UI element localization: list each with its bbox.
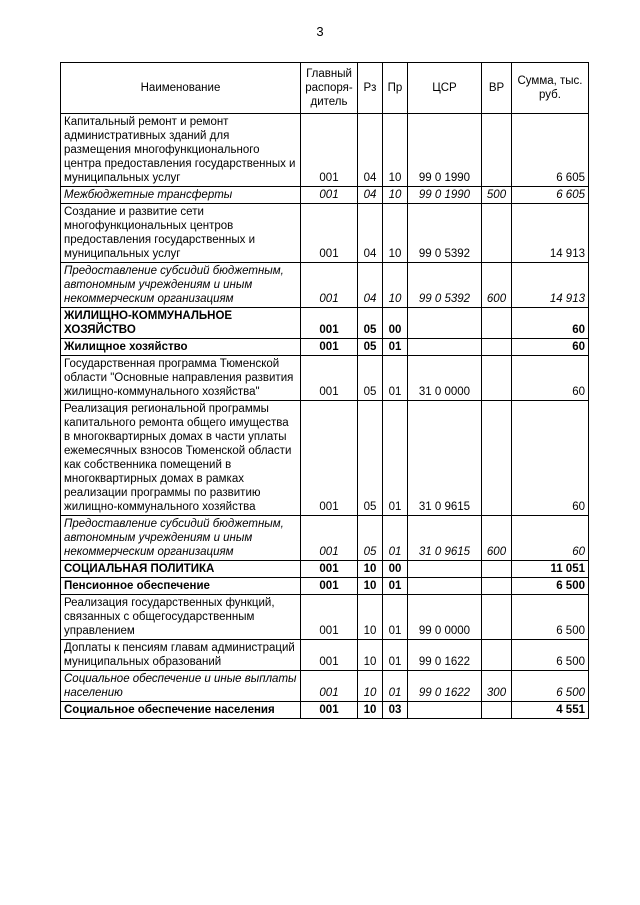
cell-pr: 01 (383, 671, 408, 702)
cell-name: Предоставление субсидий бюджетным, автономным учреждениям и иным некоммерческим организациям (61, 516, 301, 561)
column-header-rz: Рз (358, 63, 383, 114)
cell-vr (482, 595, 512, 640)
cell-sum: 6 605 (512, 114, 589, 187)
cell-sum: 4 551 (512, 702, 589, 719)
column-header-sum: Сумма, тыс. руб. (512, 63, 589, 114)
table-row (61, 401, 589, 516)
table-row (61, 702, 589, 719)
cell-main-manager: 001 (301, 702, 358, 719)
cell-main-manager: 001 (301, 578, 358, 595)
cell-name: Доплаты к пенсиям главам администраций муниципальных образований (61, 640, 301, 671)
cell-name: Государственная программа Тюменской области "Основные направления развития жилищно-коммунального хозяйства" (61, 356, 301, 401)
cell-csr (408, 702, 482, 719)
column-header-vr: ВР (482, 63, 512, 114)
cell-rz: 04 (358, 187, 383, 204)
cell-sum: 60 (512, 339, 589, 356)
cell-vr (482, 308, 512, 339)
cell-rz: 04 (358, 204, 383, 263)
cell-rz: 05 (358, 356, 383, 401)
table-row (61, 578, 589, 595)
cell-rz: 10 (358, 561, 383, 578)
cell-csr: 99 0 1622 (408, 640, 482, 671)
cell-rz: 10 (358, 595, 383, 640)
cell-rz: 10 (358, 640, 383, 671)
cell-sum: 14 913 (512, 204, 589, 263)
cell-name: Предоставление субсидий бюджетным, автономным учреждениям и иным некоммерческим организациям (61, 263, 301, 308)
cell-sum: 60 (512, 401, 589, 516)
cell-main-manager: 001 (301, 114, 358, 187)
cell-csr: 99 0 5392 (408, 263, 482, 308)
cell-rz: 05 (358, 516, 383, 561)
cell-csr (408, 308, 482, 339)
cell-name: Социальное обеспечение и иные выплаты населению (61, 671, 301, 702)
cell-sum: 6 500 (512, 640, 589, 671)
cell-csr: 31 0 0000 (408, 356, 482, 401)
table-header-row (61, 63, 589, 114)
cell-vr (482, 702, 512, 719)
cell-main-manager: 001 (301, 356, 358, 401)
cell-vr: 500 (482, 187, 512, 204)
cell-main-manager: 001 (301, 640, 358, 671)
cell-rz: 10 (358, 671, 383, 702)
cell-pr: 01 (383, 516, 408, 561)
cell-pr: 01 (383, 356, 408, 401)
cell-name: Жилищное хозяйство (61, 339, 301, 356)
cell-sum: 60 (512, 516, 589, 561)
cell-pr: 00 (383, 561, 408, 578)
cell-csr: 99 0 5392 (408, 204, 482, 263)
cell-sum: 60 (512, 356, 589, 401)
cell-main-manager: 001 (301, 561, 358, 578)
cell-pr: 10 (383, 187, 408, 204)
cell-csr (408, 339, 482, 356)
column-header-pr: Пр (383, 63, 408, 114)
cell-csr: 31 0 9615 (408, 516, 482, 561)
cell-rz: 05 (358, 401, 383, 516)
table-row (61, 516, 589, 561)
table-row (61, 640, 589, 671)
cell-csr: 99 0 1622 (408, 671, 482, 702)
cell-pr: 01 (383, 578, 408, 595)
column-header-main-manager: Главный распоря-дитель (301, 63, 358, 114)
cell-main-manager: 001 (301, 204, 358, 263)
cell-name: Реализация региональной программы капитального ремонта общего имущества в многоквартирных домах в части уплаты ежемесячных взносов Тюменской области как собственника помещений в многоквартирных домах в рамках реализации программы по развитию жилищно-коммунального хозяйства (61, 401, 301, 516)
column-header-name: Наименование (61, 63, 301, 114)
table-row (61, 204, 589, 263)
cell-sum: 6 500 (512, 595, 589, 640)
page-number: 3 (316, 24, 324, 39)
cell-main-manager: 001 (301, 671, 358, 702)
cell-sum: 6 500 (512, 578, 589, 595)
cell-pr: 00 (383, 308, 408, 339)
cell-main-manager: 001 (301, 308, 358, 339)
table-row (61, 308, 589, 339)
cell-pr: 03 (383, 702, 408, 719)
cell-name: Реализация государственных функций, связанных с общегосударственным управлением (61, 595, 301, 640)
cell-rz: 10 (358, 578, 383, 595)
table-row (61, 114, 589, 187)
cell-name: Капитальный ремонт и ремонт административных зданий для размещения многофункционального центра предоставления государственных и муниципальных услуг (61, 114, 301, 187)
cell-rz: 10 (358, 702, 383, 719)
cell-name: СОЦИАЛЬНАЯ ПОЛИТИКА (61, 561, 301, 578)
cell-pr: 01 (383, 640, 408, 671)
table-row (61, 561, 589, 578)
cell-rz: 05 (358, 308, 383, 339)
cell-main-manager: 001 (301, 187, 358, 204)
cell-name: Создание и развитие сети многофункциональных центров предоставления государственных и муниципальных услуг (61, 204, 301, 263)
cell-pr: 10 (383, 114, 408, 187)
table-body (61, 114, 589, 719)
cell-pr: 10 (383, 204, 408, 263)
cell-main-manager: 001 (301, 401, 358, 516)
cell-pr: 01 (383, 595, 408, 640)
cell-csr: 99 0 1990 (408, 187, 482, 204)
table-row (61, 356, 589, 401)
cell-main-manager: 001 (301, 595, 358, 640)
cell-vr (482, 356, 512, 401)
table-row (61, 671, 589, 702)
cell-csr: 99 0 1990 (408, 114, 482, 187)
cell-vr: 600 (482, 263, 512, 308)
table-row (61, 187, 589, 204)
cell-name: ЖИЛИЩНО-КОММУНАЛЬНОЕ ХОЗЯЙСТВО (61, 308, 301, 339)
cell-sum: 11 051 (512, 561, 589, 578)
cell-vr: 600 (482, 516, 512, 561)
cell-pr: 01 (383, 339, 408, 356)
cell-name: Социальное обеспечение населения (61, 702, 301, 719)
cell-vr (482, 401, 512, 516)
budget-table (60, 62, 589, 719)
cell-rz: 05 (358, 339, 383, 356)
cell-rz: 04 (358, 263, 383, 308)
cell-main-manager: 001 (301, 263, 358, 308)
cell-vr (482, 578, 512, 595)
cell-main-manager: 001 (301, 516, 358, 561)
cell-vr (482, 561, 512, 578)
cell-main-manager: 001 (301, 339, 358, 356)
cell-sum: 60 (512, 308, 589, 339)
cell-csr: 99 0 0000 (408, 595, 482, 640)
table-row (61, 595, 589, 640)
cell-pr: 10 (383, 263, 408, 308)
cell-pr: 01 (383, 401, 408, 516)
cell-sum: 14 913 (512, 263, 589, 308)
cell-csr (408, 578, 482, 595)
cell-csr: 31 0 9615 (408, 401, 482, 516)
cell-name: Пенсионное обеспечение (61, 578, 301, 595)
table-row (61, 339, 589, 356)
cell-csr (408, 561, 482, 578)
cell-vr (482, 339, 512, 356)
cell-sum: 6 500 (512, 671, 589, 702)
column-header-csr: ЦСР (408, 63, 482, 114)
cell-sum: 6 605 (512, 187, 589, 204)
cell-vr: 300 (482, 671, 512, 702)
cell-rz: 04 (358, 114, 383, 187)
cell-name: Межбюджетные трансферты (61, 187, 301, 204)
table-row (61, 263, 589, 308)
cell-vr (482, 204, 512, 263)
cell-vr (482, 640, 512, 671)
cell-vr (482, 114, 512, 187)
